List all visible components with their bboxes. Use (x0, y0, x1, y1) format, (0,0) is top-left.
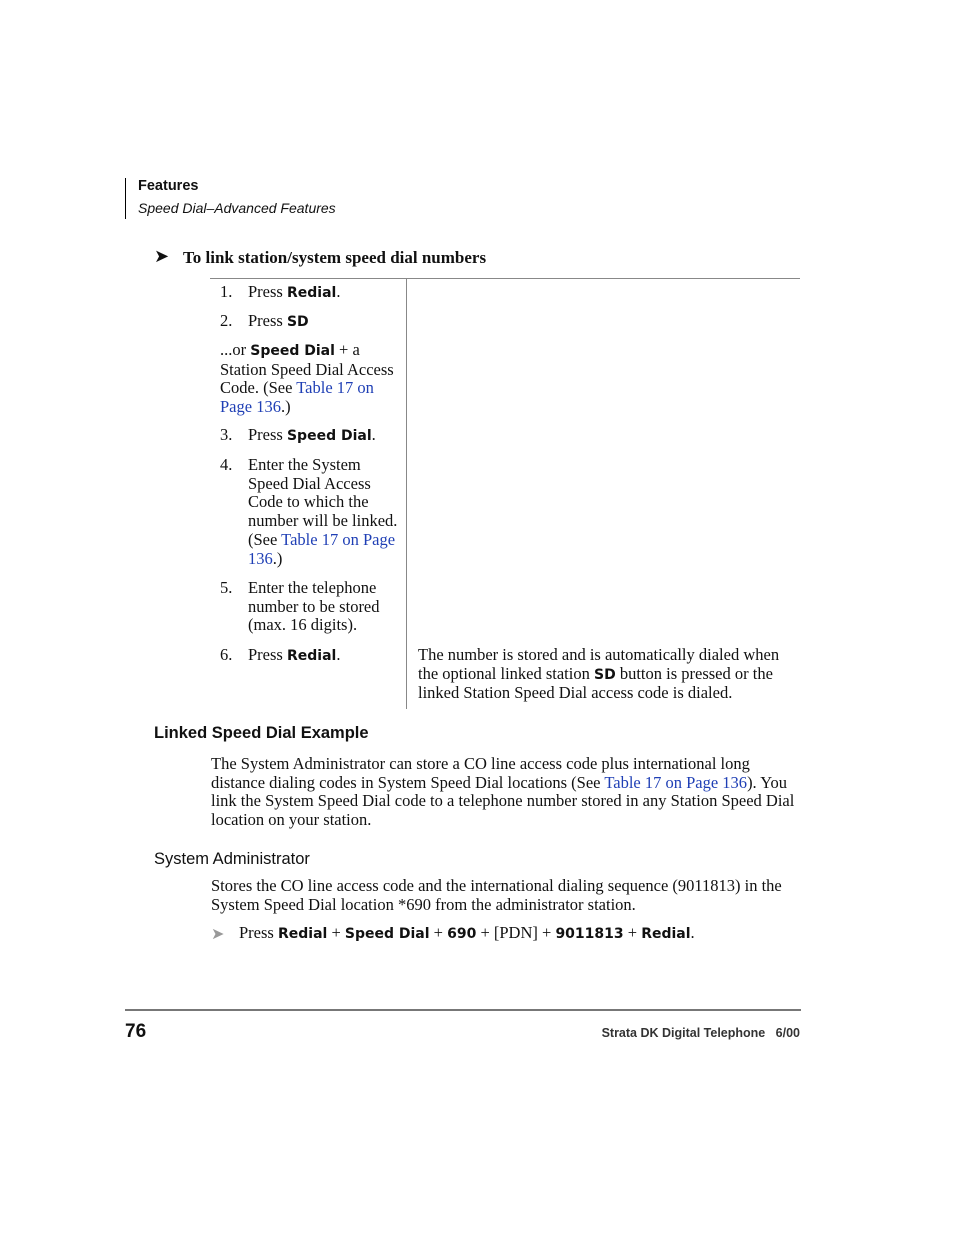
header-rule (125, 178, 126, 219)
table-column-rule (406, 279, 407, 709)
example-paragraph: The System Administrator can store a CO line access code plus international long distance dialing codes in System Speed Dial locations (See Table 17 on Page 136). You link the System Speed Dial code to a telephone number stored in any Station Speed Dial location on your station. (211, 754, 795, 830)
redial-key: Redial (641, 926, 691, 942)
footer-rule (125, 1009, 801, 1011)
sd-key: SD (593, 666, 616, 683)
code-9011813: 9011813 (555, 926, 624, 942)
sysadmin-paragraph: Stores the CO line access code and the international dialing sequence (9011813) in the System Speed Dial location *690 from the administrator station. (211, 876, 782, 914)
table-17-link[interactable]: Table 17 on Page 136 (248, 529, 396, 568)
step-number: 6. (220, 645, 233, 664)
step-number: 4. (220, 455, 233, 474)
page-number: 76 (125, 1021, 147, 1042)
example-heading: Linked Speed Dial Example (154, 724, 369, 742)
document-title: Strata DK Digital Telephone 6/00 (601, 1026, 800, 1040)
redial-key: Redial (286, 285, 337, 301)
table-17-link[interactable]: Table 17 on Page 136 (220, 378, 374, 417)
redial-key: Redial (277, 926, 328, 942)
sd-key: SD (286, 314, 309, 330)
sysadmin-action: Press Redial + Speed Dial + 690 + [PDN] + 9011813 + Redial. (239, 923, 695, 942)
speed-dial-key: Speed Dial (286, 428, 372, 444)
speed-dial-key: Speed Dial (250, 343, 335, 359)
subsection-title: Speed Dial–Advanced Features (138, 200, 336, 216)
step-6-result: The number is stored and is automatically dialed when the optional linked station SD button is pressed or the linked Station Speed Dial access code is dialed. (418, 645, 780, 703)
or-note: ...or Speed Dial + a Station Speed Dial Access Code. (See Table 17 on Page 136.) (220, 340, 394, 417)
table-top-rule (210, 278, 800, 279)
step-number: 5. (220, 578, 233, 597)
procedure-arrow-icon: ➤ (154, 246, 170, 266)
sysadmin-heading: System Administrator (154, 850, 310, 868)
redial-key: Redial (286, 648, 337, 664)
action-arrow-icon: ➤ (211, 926, 225, 943)
code-690: 690 (447, 926, 477, 942)
table-17-link[interactable]: Table 17 on Page 136 (604, 772, 748, 792)
step-number: 1. (220, 282, 233, 301)
step-number: 2. (220, 311, 233, 330)
speed-dial-key: Speed Dial (344, 926, 430, 942)
procedure-title: To link station/system speed dial numbers (183, 248, 487, 267)
section-title: Features (138, 178, 199, 194)
step-number: 3. (220, 425, 233, 444)
